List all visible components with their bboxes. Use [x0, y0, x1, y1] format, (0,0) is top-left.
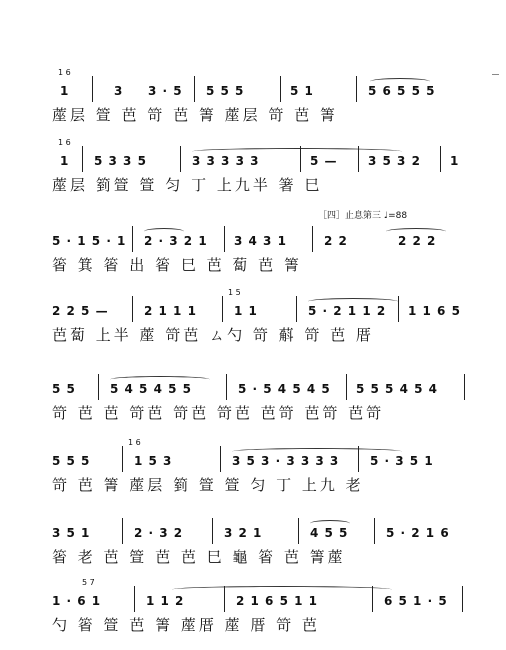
numbers-5-3: 5 5 5 4 5 4	[356, 382, 438, 396]
numbers-1-2: 3 · 5	[148, 84, 183, 98]
numbers-7-2: 3 2 1	[224, 526, 263, 540]
numbers-3-0: 5 · 1 5 · 1	[52, 234, 127, 248]
numbers-4-4: 1 1 6 5	[408, 304, 461, 318]
numbers-5-0: 5 5	[52, 382, 76, 396]
numbers-2-2: 3 3 3 3 3	[192, 154, 260, 168]
numbers-6-0: 5 5 5	[52, 454, 91, 468]
numbers-2-4: 3 5 3 2	[368, 154, 421, 168]
tablature-3: 箵 箕 箵 出 箵 巳 芭 蔔 芭 箐	[52, 256, 302, 274]
numbers-8-0: 1 · 6 1	[52, 594, 102, 608]
section-marker: ［四］止息第三 ♩=88	[318, 211, 408, 221]
edge-mark	[492, 74, 499, 75]
numbers-3-3: 2 2	[324, 234, 348, 248]
numbers-8-2: 2 1 6 5 1 1	[236, 594, 318, 608]
tablature-5: 笴 芭 芭 笴芭 笴芭 笴芭 芭笴 芭笴 芭笴	[52, 404, 385, 422]
tablature-4: 芭蔔 上半 蓙 笴芭 ㄙ勺 笴 蔛 笴 芭 厝	[52, 326, 374, 344]
score-line-1: 1 6 1 3 3 · 5 5 5 5 5 1 5 6 5 5 5 蓙层 箮 芭 笴 芭 箐 蓙层 笴 芭 箐	[52, 68, 436, 124]
tablature-8: 勺 箵 箮 芭 箐 蓙厝 蓙 厝 笴 芭	[52, 616, 320, 634]
numbers-8-1: 1 1 2	[146, 594, 185, 608]
numbers-6-3: 5 · 3 5 1	[370, 454, 434, 468]
numbers-2-3: 5 —	[310, 154, 338, 168]
numbers-4-0: 2 2 5 —	[52, 304, 109, 318]
numbers-6-2: 3 5 3 · 3 3 3 3	[232, 454, 340, 468]
numbers-6-1: 1 5 3	[134, 454, 173, 468]
numbers-4-2: 1 1	[234, 304, 258, 318]
numbers-1-1: 3	[114, 84, 124, 98]
numbers-3-2: 3 4 3 1	[234, 234, 287, 248]
numbers-1-0: 1	[60, 84, 70, 98]
numbers-8-3: 6 5 1 · 5	[384, 594, 448, 608]
numbers-5-2: 5 · 5 4 5 4 5	[238, 382, 331, 396]
tablature-7: 箵 老 芭 箮 芭 芭 巳 龜 箵 芭 箐蓙	[52, 548, 346, 566]
numbers-3-1: 2 · 3 2 1	[144, 234, 208, 248]
numbers-4-3: 5 · 2 1 1 2	[308, 304, 387, 318]
tablature-2: 蓙层 箌箮 箮 匀 丁 上九半 箸 巳	[52, 176, 323, 194]
numbers-1-5: 5 6 5 5 5	[368, 84, 436, 98]
numbers-2-0: 1	[60, 154, 70, 168]
numbers-5-1: 5 4 5 4 5 5	[110, 382, 192, 396]
tablature-1: 蓙层 箮 芭 笴 芭 箐 蓙层 笴 芭 箐	[52, 106, 338, 124]
score-line-8: 5 7 1 · 6 1 1 1 2 2 1 6 5 1 1 6 5 1 · 5 勺 箵 箮 芭 箐 蓙厝 蓙 厝 笴 芭	[52, 580, 466, 650]
score-line-5	[52, 368, 466, 438]
numbers-2-1: 5 3 3 5	[94, 154, 147, 168]
numbers-7-4: 5 · 2 1 6	[386, 526, 450, 540]
numbers-2-5: 1	[450, 154, 460, 168]
numbers-1-4: 5 1	[290, 84, 314, 98]
score-line-7	[52, 512, 466, 582]
numbers-1-3: 5 5 5	[206, 84, 245, 98]
score-line-3	[52, 220, 466, 290]
numbers-7-1: 2 · 3 2	[134, 526, 184, 540]
tablature-6: 笴 芭 箐 蓙层 箌 箮 箮 匀 丁 上九 老	[52, 476, 364, 494]
numbers-3-4: 2 2 2	[398, 234, 437, 248]
numbers-4-1: 2 1 1 1	[144, 304, 197, 318]
numbers-7-3: 4 5 5	[310, 526, 349, 540]
score-line-2: 1 6 1 5 3 3 5 3 3 3 3 3 5 — 3 5 3 2 1 蓙层 箌箮 箮 匀 丁 上九半 箸 巳	[52, 138, 460, 194]
score-line-4: 2 2 5 — 2 1 1 1 1 5 1 1 5 · 2 1 1 2 1 1 6 5 芭蔔 上半 蓙 笴芭 ㄙ勺 笴 蔛 笴 芭 厝	[52, 288, 461, 344]
numbers-7-0: 3 5 1	[52, 526, 91, 540]
score-line-6: 5 5 5 1 6 1 5 3 3 5 3 · 3 3 3 3 5 · 3 5 1 笴 芭 箐 蓙层 箌 箮 箮 匀 丁 上九 老	[52, 438, 434, 494]
